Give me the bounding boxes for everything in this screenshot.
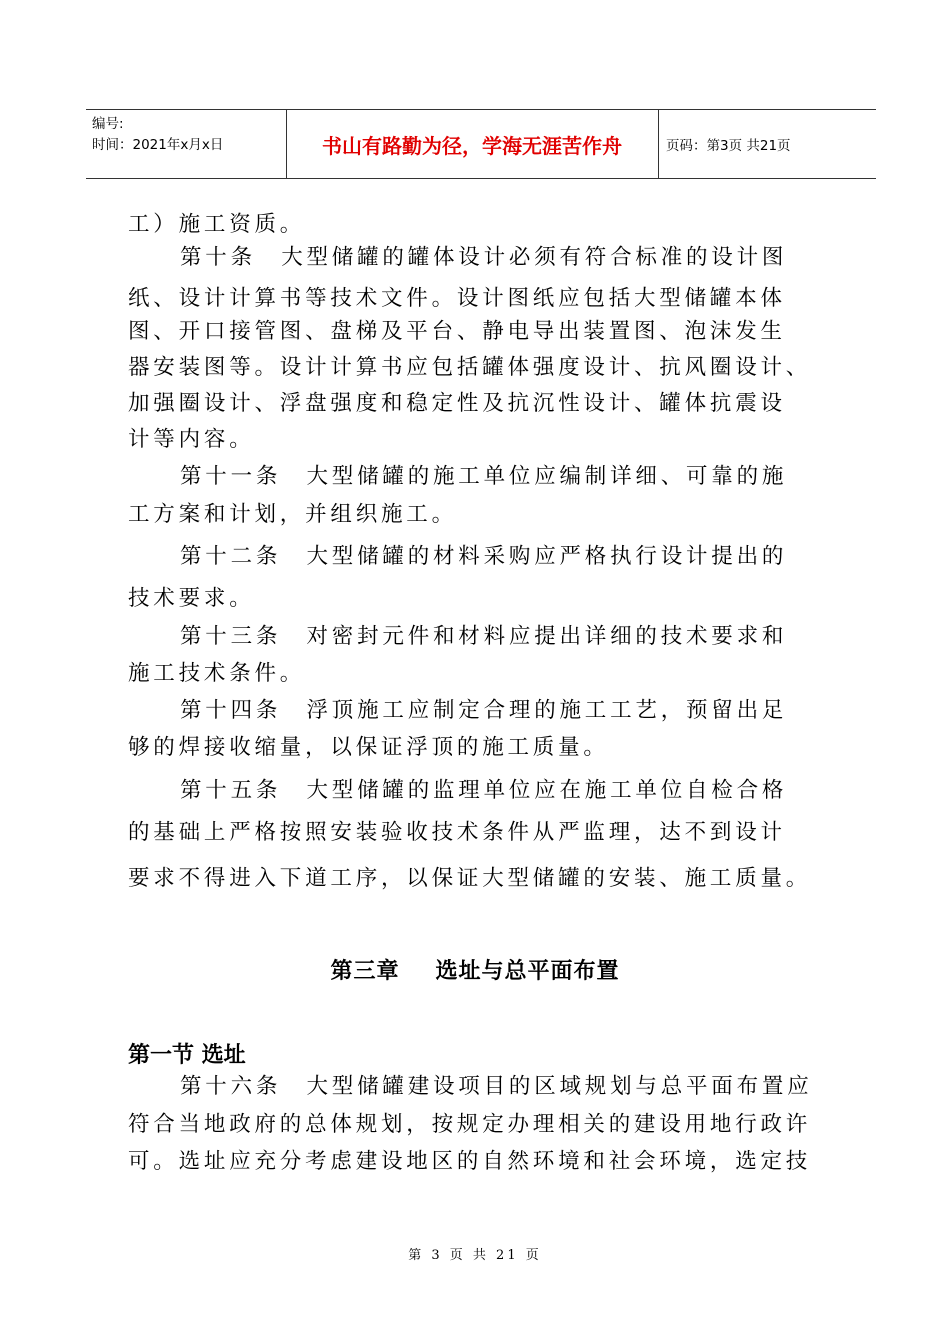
body-line: 第十五条 大型储罐的监理单位应在施工单位自检合格 xyxy=(180,778,788,803)
body-line: 器安装图等。设计计算书应包括罐体强度设计、抗风圈设计、 xyxy=(128,355,812,380)
body-line: 工）施工资质。 xyxy=(128,212,306,237)
body-line: 第十四条 浮顶施工应制定合理的施工工艺，预留出足 xyxy=(180,698,788,723)
chapter-title: 选址与总平面布置 xyxy=(435,959,620,984)
chapter-number: 第三章 xyxy=(330,959,400,984)
body-line: 可。选址应充分考虑建设地区的自然环境和社会环境，选定技 xyxy=(128,1149,812,1174)
time-label: 时间：2021年x月x日 xyxy=(92,137,224,153)
body-line: 第十一条 大型储罐的施工单位应编制详细、可靠的施 xyxy=(180,464,788,489)
body-line: 第十二条 大型储罐的材料采购应严格执行设计提出的 xyxy=(180,544,788,569)
body-line: 够的焊接收缩量，以保证浮顶的施工质量。 xyxy=(128,735,609,760)
body-line: 的基础上严格按照安装验收技术条件从严监理，达不到设计 xyxy=(128,820,786,845)
header-motto: 书山有路勤为径，学海无涯苦作舟 xyxy=(322,133,622,158)
body-line: 纸、设计计算书等技术文件。设计图纸应包括大型储罐本体 xyxy=(128,286,786,311)
section-heading: 第一节 选址 xyxy=(128,1043,246,1068)
body-line: 图、开口接管图、盘梯及平台、静电导出装置图、泡沫发生 xyxy=(128,319,786,344)
body-line: 技术要求。 xyxy=(128,586,255,611)
body-line: 加强圈设计、浮盘强度和稳定性及抗沉性设计、罐体抗震设 xyxy=(128,391,786,416)
header-meta xyxy=(92,114,286,174)
body-line: 第十条 大型储罐的罐体设计必须有符合标准的设计图 xyxy=(180,245,788,270)
body-line: 计等内容。 xyxy=(128,427,255,452)
header-divider xyxy=(658,110,659,178)
body-line: 要求不得进入下道工序，以保证大型储罐的安装、施工质量。 xyxy=(128,866,812,891)
body-line: 施工技术条件。 xyxy=(128,661,306,686)
body-line: 第十六条 大型储罐建设项目的区域规划与总平面布置应 xyxy=(180,1074,813,1099)
page-footer: 第 3 页 共 21 页 xyxy=(408,1248,542,1263)
body-line: 符合当地政府的总体规划，按规定办理相关的建设用地行政许 xyxy=(128,1112,812,1137)
body-line: 第十三条 对密封元件和材料应提出详细的技术要求和 xyxy=(180,624,788,649)
body-line: 工方案和计划，并组织施工。 xyxy=(128,502,457,527)
header-page-info: 页码：第3页 共21页 xyxy=(666,138,791,154)
chapter-heading xyxy=(0,954,950,985)
code-label: 编号: xyxy=(92,116,124,132)
document-header xyxy=(86,109,876,179)
